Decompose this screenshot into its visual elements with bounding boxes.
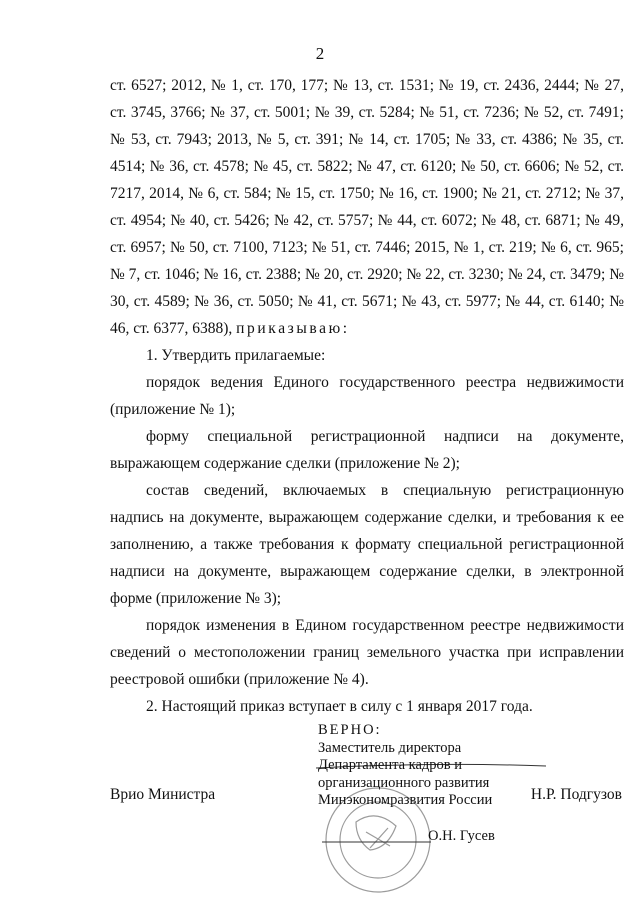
legal-references-text: ст. 6527; 2012, № 1, ст. 170, 177; № 13, ст. 1531; № 19, ст. 2436, 2444; № 27, ст. 3745, 3766; № 37, ст. 5001; № 39, ст. 5284; № 51, ст. 7236; № 52, ст. 7491; № 53, ст. 7943; 2013, № 5, ст. 391; № 14, ст. 1705; № 33, ст. 4386; № 35, ст. 4514; № 36, ст. 4578; № 45, ст. 5822; № 47, ст. 6120; № 50, ст. 6606; № 52, ст. 7217, 2014, № 6, ст. 584; № 15, ст. 1750; № 16, ст. 1900; № 21, ст. 2712; № 37, ст. 4954; № 40, ст. 5426; № 42, ст. 5757; № 44, ст. 6072; № 48, ст. 6871; № 49, ст. 6957; № 50, ст. 7100, 7123; № 51, ст. 7446; 2015, № 1, ст. 219; № 6, ст. 965; № 7, ст. 1046; № 16, ст. 2388; № 20, ст. 2920; № 22, ст. 3230; № 24, ст. 3479; № 30, ст. 4589; № 36, ст. 5050; № 41, ст. 5671; № 43, ст. 5977; № 44, ст. 6140; № 46, ст. 6377, 6388), [110, 77, 624, 337]
order-word: приказываю: [236, 320, 350, 337]
signatory-position: Врио Министра [110, 786, 216, 803]
item-1-c: состав сведений, включаемых в специальную регистрационную надпись на документе, выражающем содержание сделки, и требования к ее заполнению, а также требования к формату специальной регистрационной надписи на документе, выражающем содержание сделки, в электронной форме (приложение № 3); [110, 482, 624, 607]
certification-line-3: организационного развития [318, 774, 490, 791]
certification-line-1: Заместитель директора [318, 739, 462, 756]
certifier-name: О.Н. Гусев [428, 828, 495, 844]
document-body [110, 72, 624, 720]
page-number: 2 [315, 44, 325, 63]
signatory-name: Н.Р. Подгузов [530, 786, 622, 803]
item-1-a: порядок ведения Единого государственного реестра недвижимости (приложение № 1); [110, 374, 624, 418]
item-2: 2. Настоящий приказ вступает в силу с 1 января 2017 года. [146, 698, 533, 715]
item-1-d: порядок изменения в Едином государственном реестре недвижимости сведений о местоположении границ земельного участка при исправлении реестровой ошибки (приложение № 4). [110, 617, 624, 688]
certification-line-4: Минэкономразвития России [318, 792, 493, 808]
certification-stamp [318, 722, 548, 810]
item-1-b: форму специальной регистрационной надписи на документе, выражающем содержание сделки (приложение № 2); [110, 428, 624, 472]
legal-references-paragraph [110, 72, 624, 342]
certification-line-2: Департамента кадров и [318, 757, 463, 773]
verno-label: ВЕРНО: [318, 722, 382, 738]
item-1-heading: 1. Утвердить прилагаемые: [146, 347, 326, 364]
